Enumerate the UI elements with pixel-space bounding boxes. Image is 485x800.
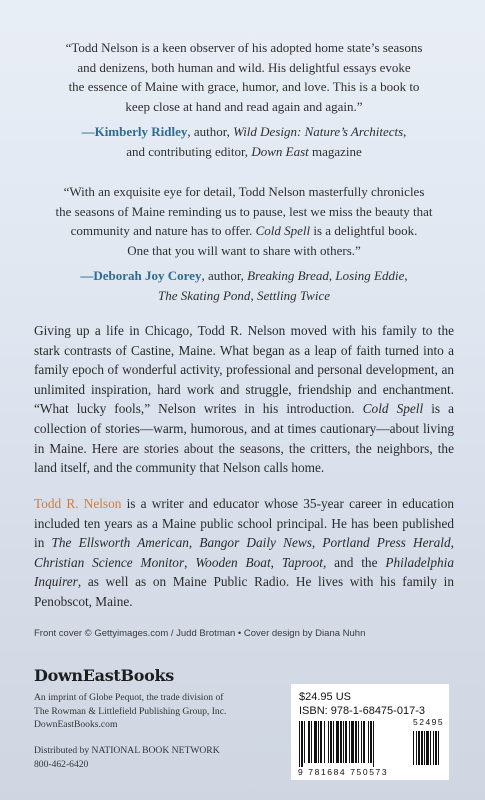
attribution-text: magazine (308, 143, 362, 159)
publication: The Ellsworth American (51, 535, 189, 551)
cover-credits: Front cover © Gettyimages.com / Judd Brotman • Cover design by Diana Nuhn (34, 628, 366, 639)
separator: , (404, 268, 408, 283)
author-name: Todd R. Nelson (34, 496, 122, 511)
publisher-logo: DownEastBooks (34, 666, 174, 685)
separator: , (328, 268, 336, 283)
attribution-book: Settling Twice (256, 287, 330, 303)
publication: Taproot (281, 554, 323, 570)
bio-text: is a writer and educator whose 35-year career in education included ten years as a Maine public school principal. He has been published in (34, 496, 454, 551)
quote-line: the seasons of Maine reminding us to pause, lest we miss the beauty that (55, 203, 433, 219)
blurb-quote-2 (34, 182, 454, 260)
separator: , (270, 554, 282, 570)
ean-digits: 9 781684 750573 (298, 767, 389, 777)
publisher-info (34, 691, 284, 732)
book-title: Cold Spell (362, 401, 424, 417)
book-title: Cold Spell (255, 223, 311, 238)
attribution-text: , author, (187, 124, 234, 139)
separator: , (184, 554, 196, 570)
quote-text: community and nature has to offer. (70, 223, 256, 238)
attribution-text: and contributing editor, (126, 143, 252, 159)
attribution-dash: — (80, 268, 94, 283)
blurb-quote-1 (34, 38, 454, 116)
quote-line: “Todd Nelson is a keen observer of his adopted home state’s seasons (65, 40, 423, 55)
separator: , and the (323, 554, 386, 570)
quote-line: keep close at hand and read again and again.” (125, 98, 363, 114)
publication: Bangor Daily News (199, 535, 312, 551)
barcode-box (291, 684, 449, 780)
blurb-attribution-2 (34, 266, 454, 305)
attribution-dash: — (81, 124, 95, 139)
price: $24.95 US (299, 691, 351, 703)
attribution-text: , author, (201, 268, 248, 283)
isbn: ISBN: 978-1-68475-017-3 (299, 705, 425, 717)
attribution-book: Breaking Bread (247, 268, 329, 283)
publisher-website: DownEastBooks.com (34, 719, 118, 730)
publication: Christian Science Monitor (34, 554, 185, 570)
quote-line: One that you will want to share with others.” (127, 242, 361, 258)
quote-line: “With an exquisite eye for detail, Todd Nelson masterfully chronicles (63, 184, 425, 199)
book-description (34, 321, 454, 478)
quote-line: the essence of Maine with grace, humor, and love. This is a book to (68, 79, 420, 94)
attribution-book: The Skating Pond (158, 287, 251, 303)
quote-line (34, 221, 454, 241)
attribution-magazine: Down East (251, 143, 309, 159)
blurb-attribution-1 (34, 122, 454, 161)
attribution-text: , (403, 124, 407, 139)
description-text: is a collection of stories—warm, humorous, and at times cautionary—about living in Maine. Here are stories about the seasons, the critters, the neighbors, the land itself, and the community that Nelson calls home. (34, 401, 454, 476)
separator: , (311, 535, 323, 551)
separator: , (250, 287, 257, 303)
addon-digits: 52495 (413, 717, 445, 727)
publisher-line: An imprint of Globe Pequot, the trade division of (34, 692, 224, 703)
publication: Philadelphia Inquirer (34, 554, 455, 590)
author-bio (34, 494, 454, 612)
publication: Wooden Boat (195, 554, 271, 570)
bio-text: , as well as on Maine Public Radio. He lives with his family in Penobscot, Maine. (34, 574, 454, 609)
description-text: Giving up a life in Chicago, Todd R. Nelson moved with his family to the stark contrasts of Castine, Maine. What began as a leap of faith turned into a family epoch of wonderful activity, professional and personal development, an unlimited inspiration, hard work and struggle, friendship and enchantment. “What lucky fools,” Nelson writes in his introduction. (34, 323, 454, 417)
distributor-info (34, 744, 284, 771)
distributor-phone: 800-462-6420 (34, 758, 89, 770)
publisher-line: The Rowman & Littlefield Publishing Group, Inc. (34, 705, 227, 717)
quote-line: and denizens, both human and wild. His delightful essays evoke (77, 59, 411, 75)
attribution-name: Kimberly Ridley (94, 124, 188, 139)
attribution-book: Wild Design: Nature’s Architects (233, 124, 404, 139)
distributor-line: Distributed by NATIONAL BOOK NETWORK (34, 745, 220, 756)
attribution-book: Losing Eddie (335, 268, 405, 283)
separator: , (450, 535, 454, 551)
quote-text: is a delightful book. (310, 223, 418, 238)
attribution-name: Deborah Joy Corey (93, 268, 202, 283)
publication: Portland Press Herald (322, 535, 451, 551)
separator: , (188, 535, 200, 551)
